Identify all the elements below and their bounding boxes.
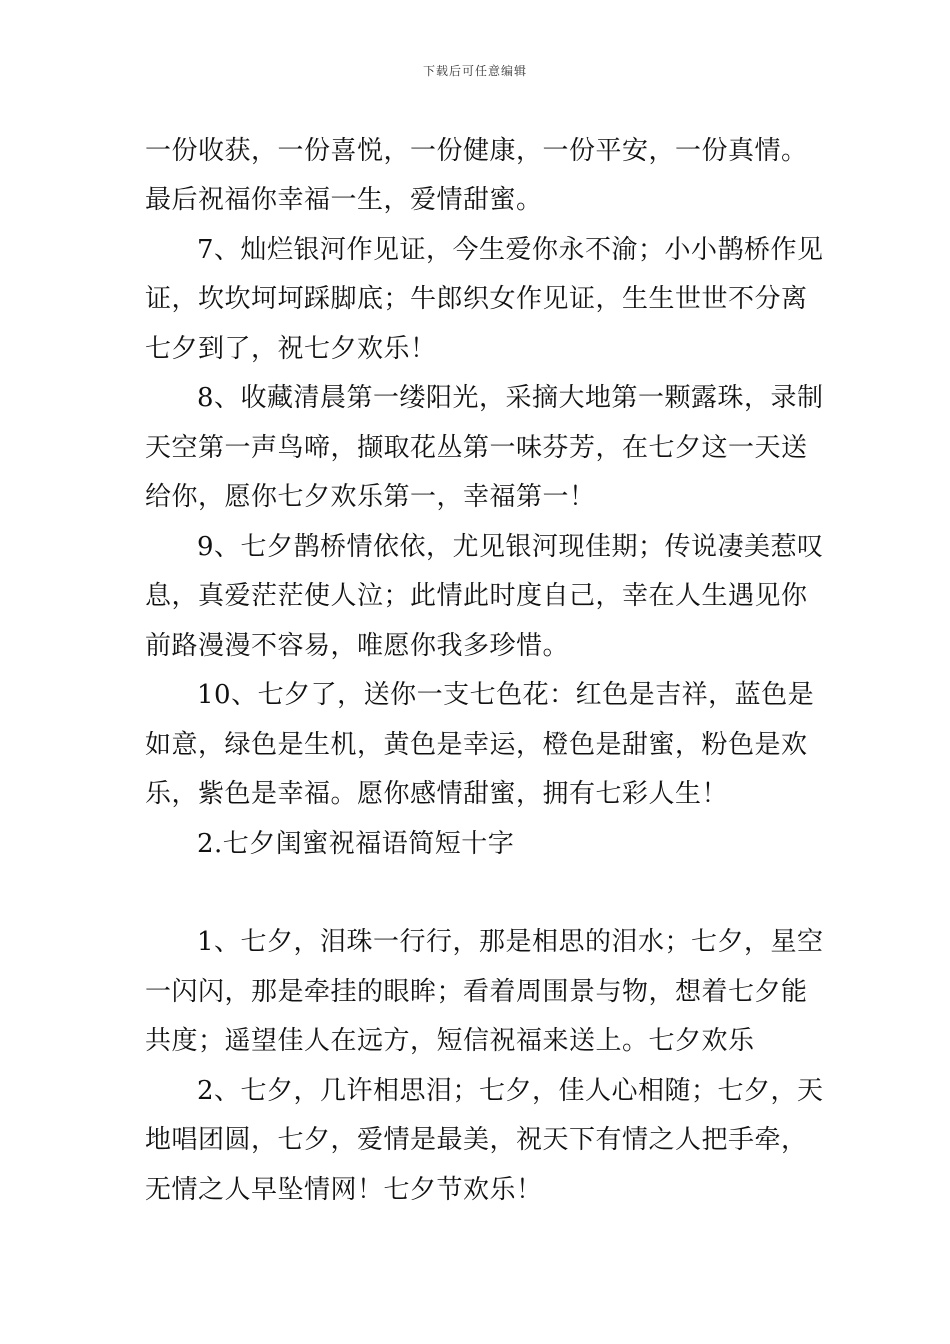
section-heading: 2.七夕闺蜜祝福语简短十字 — [197, 829, 515, 859]
text-line: 给你，愿你七夕欢乐第一，幸福第一！ — [145, 482, 596, 512]
text-line: 如意，绿色是生机，黄色是幸运，橙色是甜蜜，粉色是欢 — [145, 730, 808, 760]
text-line: 七夕到了，祝七夕欢乐！ — [145, 334, 437, 364]
page-header: 下载后可任意编辑 — [422, 64, 527, 78]
text-line: 一份收获，一份喜悦，一份健康，一份平安，一份真情。 — [145, 136, 808, 166]
text-line: 8、收藏清晨第一缕阳光，采摘大地第一颗露珠，录制 — [197, 383, 824, 413]
text-line: 乐，紫色是幸福。愿你感情甜蜜，拥有七彩人生！ — [145, 779, 729, 809]
text-line: 前路漫漫不容易，唯愿你我多珍惜。 — [145, 631, 570, 661]
text-line: 共度；遥望佳人在远方，短信祝福来送上。七夕欢乐 — [145, 1026, 755, 1056]
text-line: 地唱团圆，七夕，爱情是最美，祝天下有情之人把手牵， — [145, 1125, 808, 1155]
text-line: 10、七夕了，送你一支七色花：红色是吉祥，蓝色是 — [197, 680, 815, 710]
text-line: 证，坎坎坷坷踩脚底；牛郎织女作见证，生生世世不分离 — [145, 284, 808, 314]
text-line: 9、七夕鹊桥情依依，尤见银河现佳期；传说凄美惹叹 — [197, 532, 824, 562]
text-line: 1、七夕，泪珠一行行，那是相思的泪水；七夕，星空 — [197, 927, 824, 957]
text-line: 天空第一声鸟啼，撷取花丛第一味芬芳，在七夕这一天送 — [145, 433, 808, 463]
text-line: 一闪闪，那是牵挂的眼眸；看着周围景与物，想着七夕能 — [145, 977, 808, 1007]
text-line: 2、七夕，几许相思泪；七夕，佳人心相随；七夕，天 — [197, 1076, 824, 1106]
text-line: 7、灿烂银河作见证，今生爱你永不渝；小小鹊桥作见 — [197, 235, 824, 265]
text-line: 最后祝福你幸福一生，爱情甜蜜。 — [145, 185, 543, 215]
text-line: 息，真爱茫茫使人泣；此情此时度自己，幸在人生遇见你 — [145, 581, 808, 611]
text-line: 无情之人早坠情网！七夕节欢乐！ — [145, 1175, 543, 1205]
